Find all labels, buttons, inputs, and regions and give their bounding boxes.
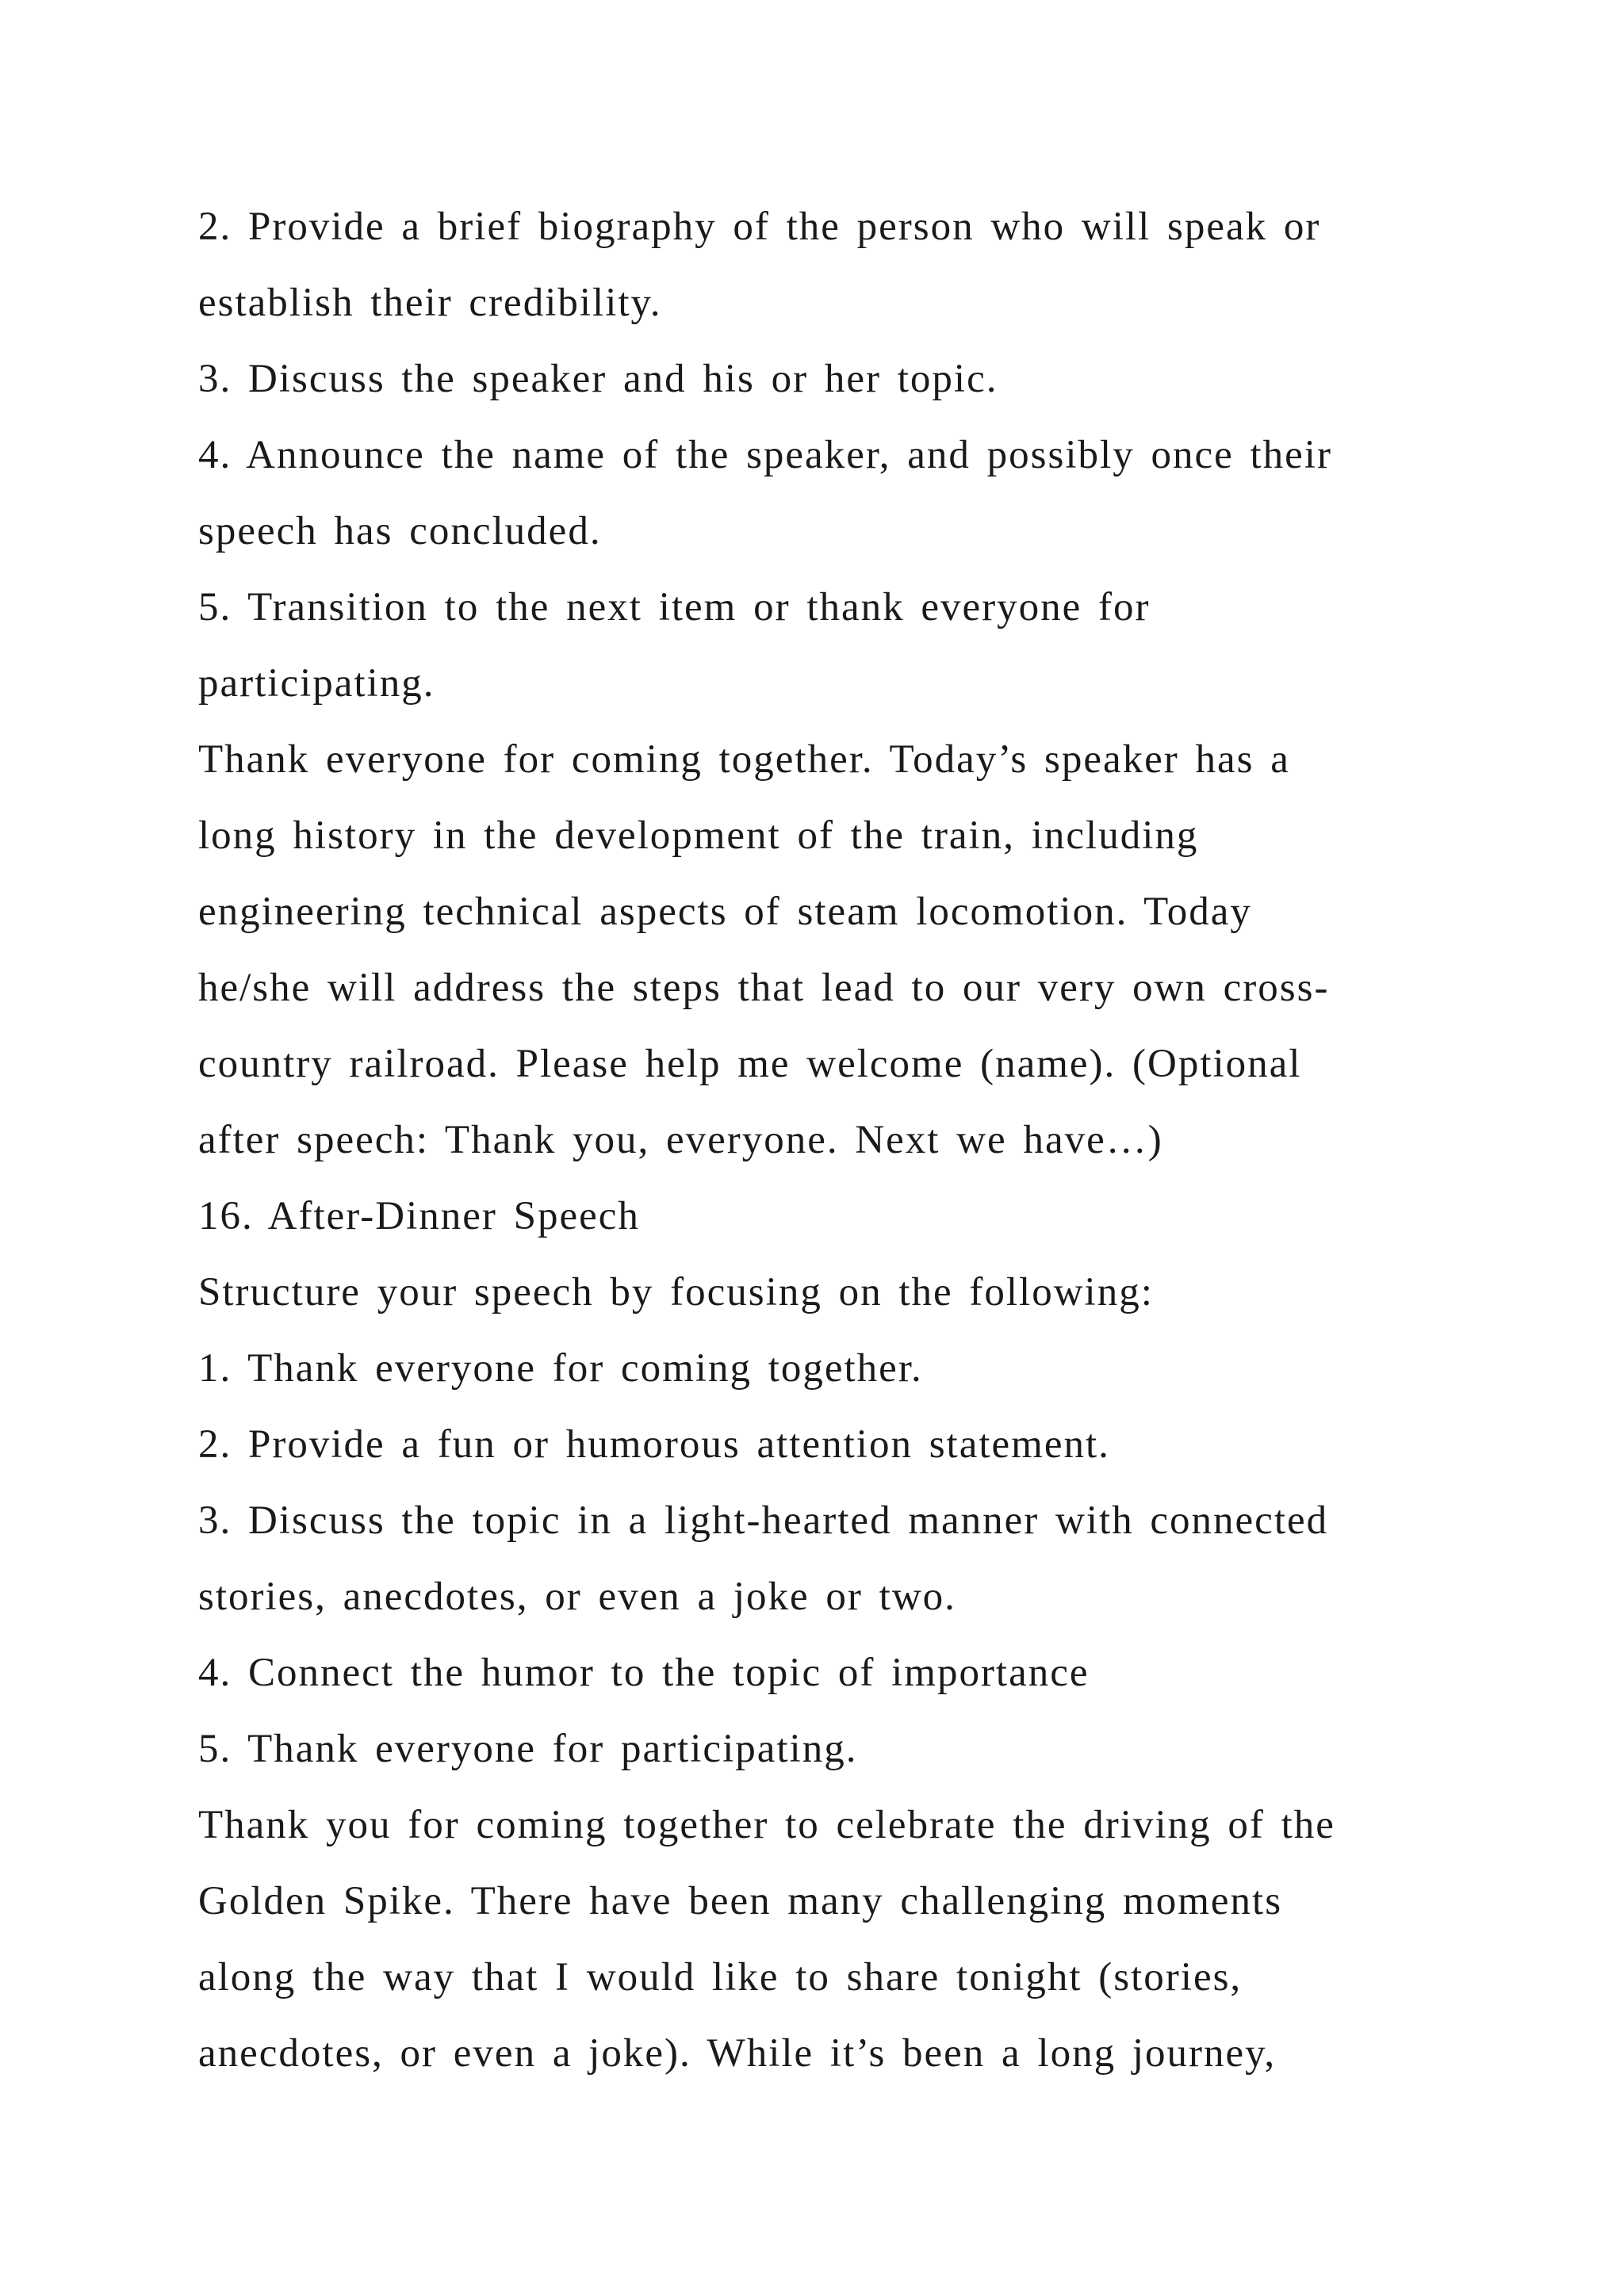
text-line: establish their credibility.: [198, 281, 662, 325]
text-line: 2. Provide a fun or humorous attention statement.: [198, 1422, 1110, 1467]
text-line: 5. Thank everyone for participating.: [198, 1727, 858, 1771]
text-line: engineering technical aspects of steam locomotion. Today: [198, 890, 1252, 934]
text-line: country railroad. Please help me welcome (name). (Optional: [198, 1042, 1302, 1086]
text-line: 4. Announce the name of the speaker, and possibly once their: [198, 433, 1332, 477]
text-line: 4. Connect the humor to the topic of importance: [198, 1651, 1090, 1695]
text-line: Structure your speech by focusing on the following:: [198, 1270, 1154, 1314]
text-line: 3. Discuss the speaker and his or her topic.: [198, 357, 998, 401]
text-line: participating.: [198, 661, 435, 706]
text-line: after speech: Thank you, everyone. Next we have…): [198, 1118, 1163, 1162]
text-line: 5. Transition to the next item or thank everyone for: [198, 585, 1151, 629]
section-heading: 16. After-Dinner Speech: [198, 1194, 640, 1238]
document-body: [198, 189, 1435, 2091]
text-line: long history in the development of the train, including: [198, 813, 1199, 858]
text-line: he/she will address the steps that lead to our very own cross-: [198, 966, 1330, 1010]
text-line: along the way that I would like to share tonight (stories,: [198, 1955, 1243, 1999]
text-line: speech has concluded.: [198, 509, 602, 553]
text-line: Thank everyone for coming together. Today’s speaker has a: [198, 737, 1290, 782]
text-line: Thank you for coming together to celebrate the driving of the: [198, 1803, 1335, 1847]
text-line: Golden Spike. There have been many challenging moments: [198, 1879, 1283, 1923]
text-line: stories, anecdotes, or even a joke or two.: [198, 1575, 956, 1619]
text-line: 1. Thank everyone for coming together.: [198, 1346, 923, 1391]
text-line: 2. Provide a brief biography of the person who will speak or: [198, 205, 1321, 249]
text-line: anecdotes, or even a joke). While it’s been a long journey,: [198, 2031, 1277, 2076]
text-line: 3. Discuss the topic in a light-hearted manner with connected: [198, 1498, 1329, 1543]
